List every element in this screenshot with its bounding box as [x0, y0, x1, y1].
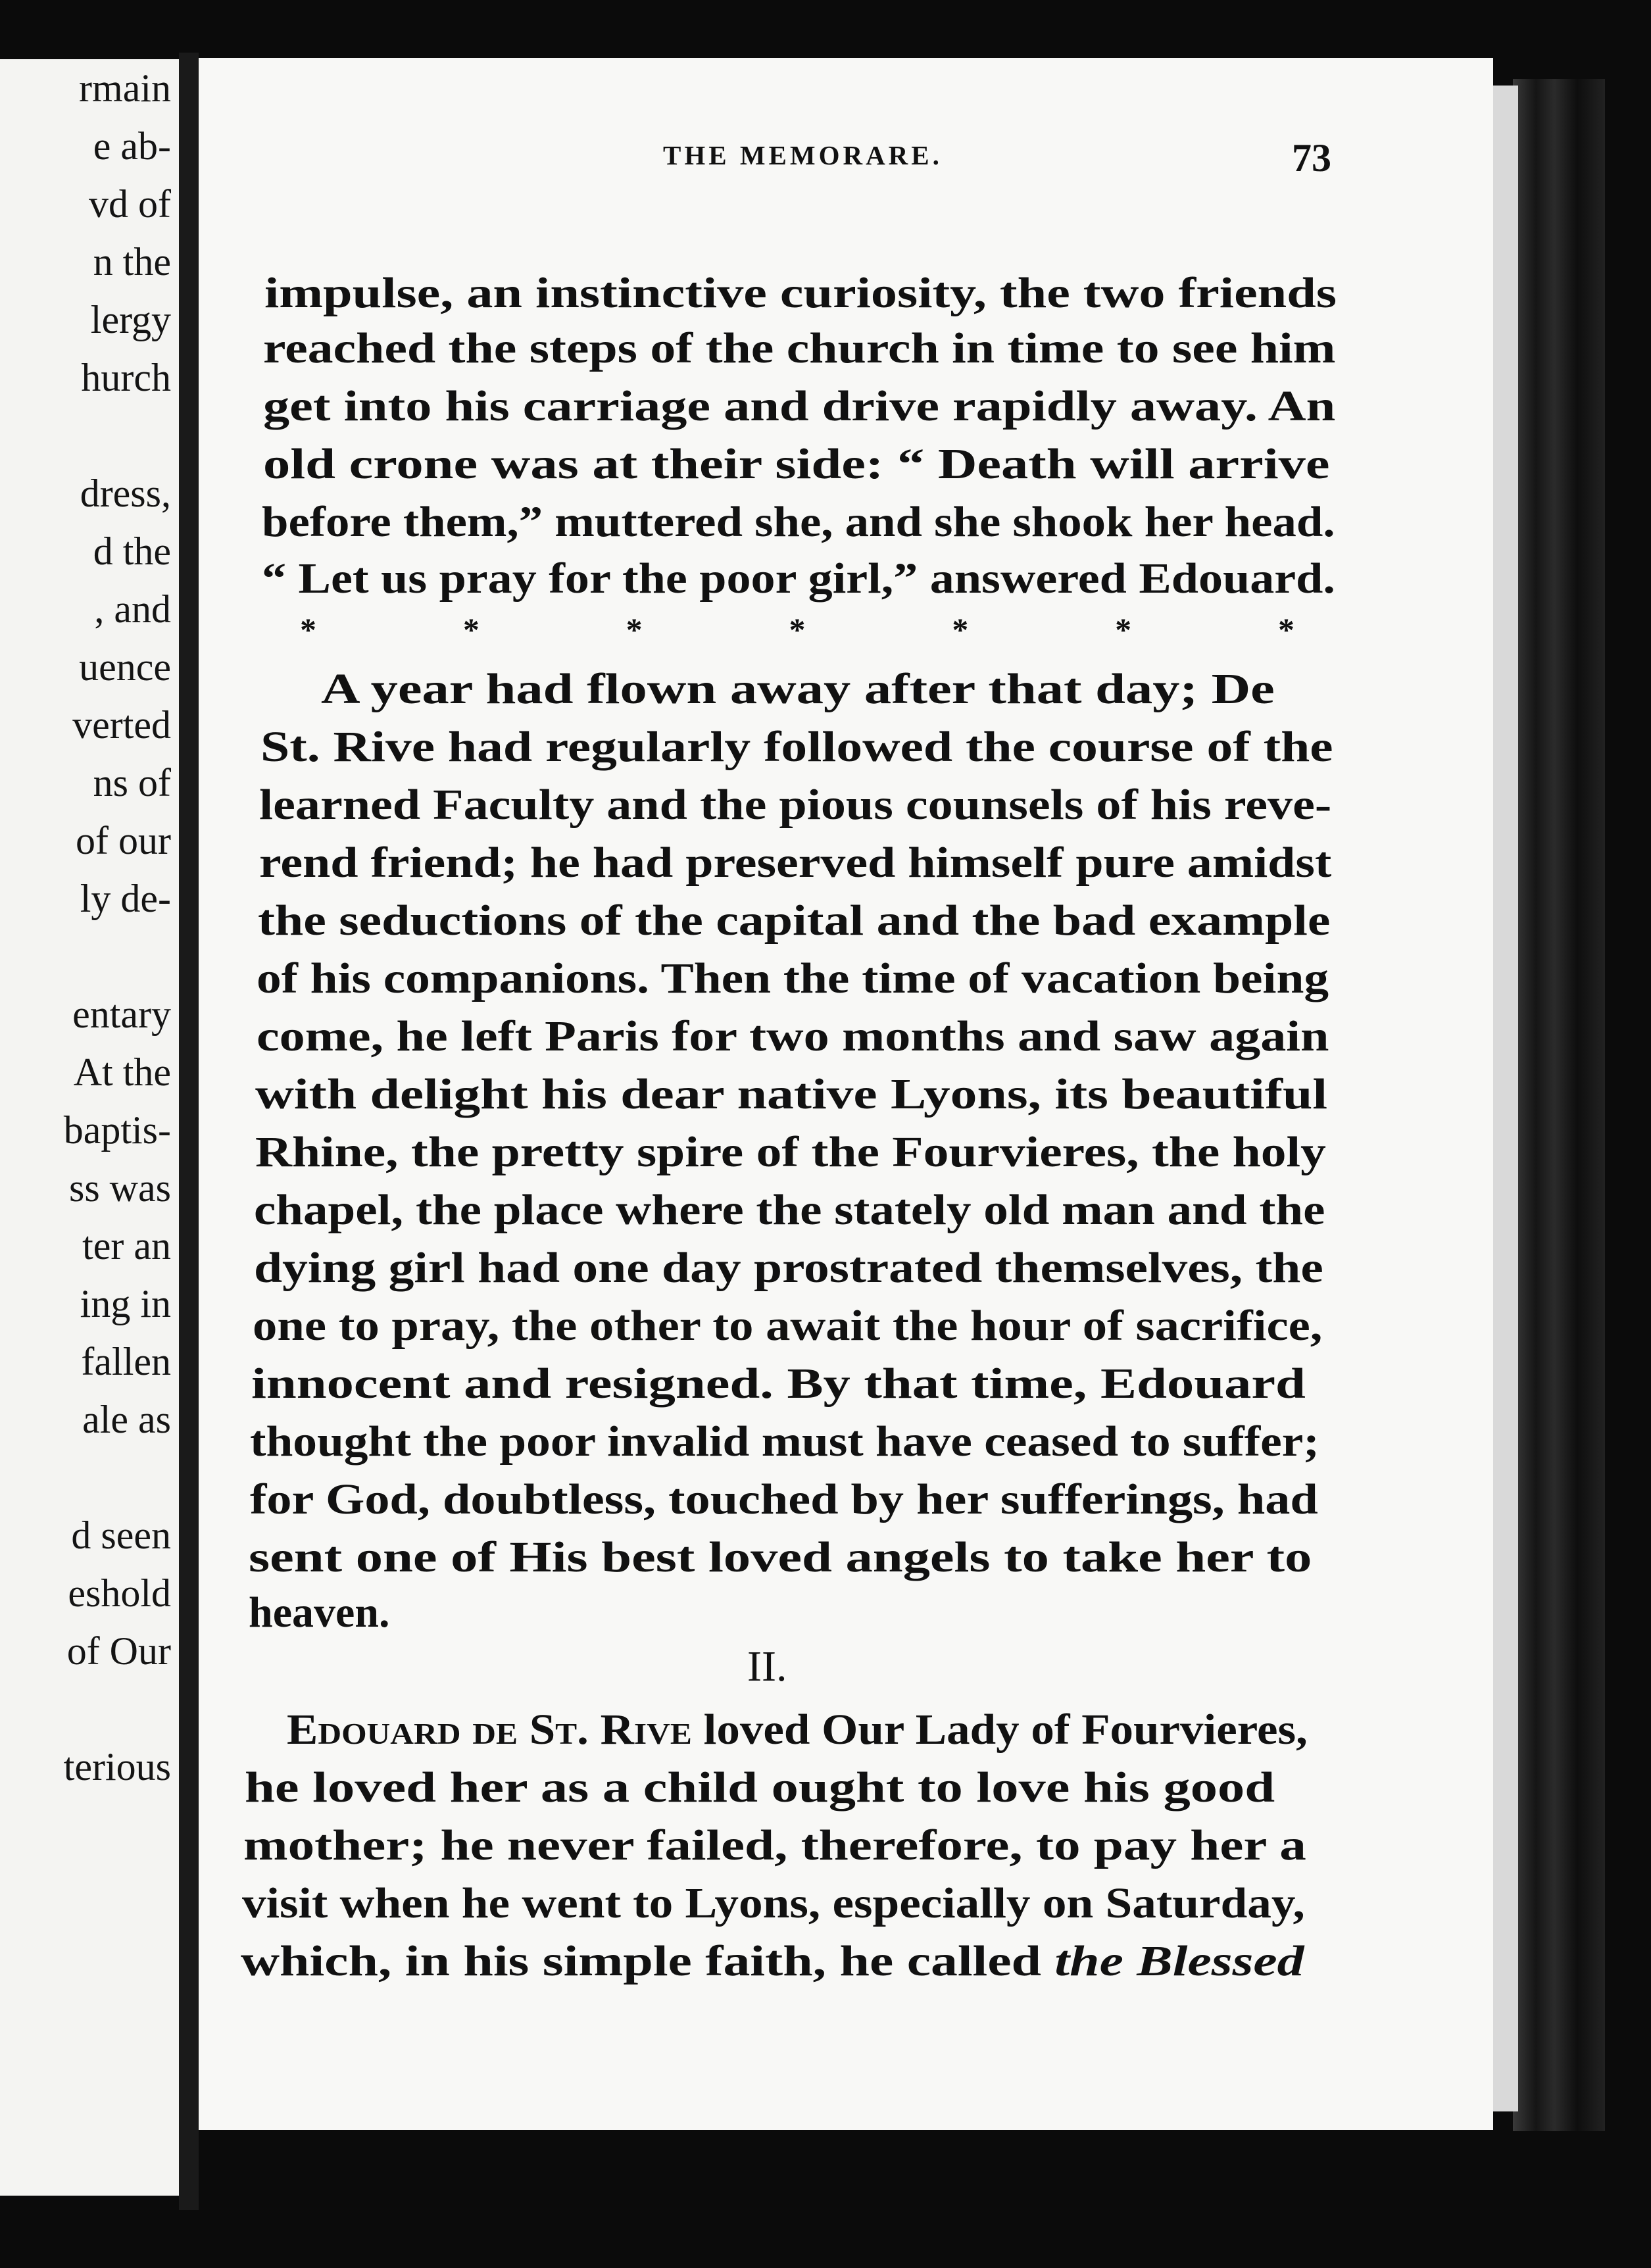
text-line: mother; he never failed, therefore, to pay her a	[243, 1821, 1306, 1869]
text-line: of his companions. Then the time of vacation being	[257, 954, 1329, 1002]
text-line: get into his carriage and drive rapidly away. An	[263, 382, 1336, 430]
asterisk: *	[789, 611, 806, 648]
text-line: reached the steps of the church in time to see him	[263, 324, 1336, 372]
text-line: heaven.	[249, 1589, 390, 1637]
text-line: he loved her as a child ought to love his good	[245, 1763, 1275, 1812]
italic-phrase: the Blessed	[1054, 1937, 1304, 1985]
text-line: old crone was at their side: “ Death will arrive	[263, 440, 1330, 488]
text-line: before them,” muttered she, and she shook her head.	[262, 498, 1335, 546]
text-line: St. Rive had regularly followed the course of the	[260, 723, 1333, 771]
asterisk: *	[300, 611, 316, 648]
book-edge	[1513, 79, 1605, 2131]
text-span: which, in his simple faith, he called	[241, 1937, 1055, 1985]
text-line: thought the poor invalid must have ceased to suffer;	[250, 1418, 1319, 1466]
asterism	[300, 610, 1294, 649]
text-line	[241, 1936, 1304, 1986]
text-line: Rhine, the pretty spire of the Fourvieres, the holy	[255, 1128, 1326, 1176]
text-line: sent one of His best loved angels to take her to	[249, 1533, 1312, 1581]
page-number: 73	[1292, 136, 1331, 180]
text-line: the seductions of the capital and the bad example	[258, 897, 1331, 945]
asterisk: *	[1277, 611, 1294, 648]
left-page-text: rmain e ab- vd of n the lergy hurch dress, d the , and uence verted ns of of our ly de- entary At the baptis- ss was ter an ing in fallen ale as d seen eshold of Our terious	[63, 66, 171, 1788]
text-line: dying girl had one day prostrated themselves, the	[254, 1244, 1323, 1292]
section-heading: II.	[747, 1642, 787, 1690]
gutter	[179, 53, 199, 2210]
text-line: impulse, an instinctive curiosity, the two friends	[264, 269, 1337, 317]
running-head: THE MEMORARE.	[663, 140, 943, 170]
asterisk: *	[626, 611, 643, 648]
text-span: loved Our Lady of Fourvieres,	[691, 1706, 1308, 1754]
left-page	[0, 59, 179, 2196]
text-line: with delight his dear native Lyons, its beautiful	[255, 1070, 1328, 1118]
text-line: one to pray, the other to await the hour of sacrifice,	[253, 1302, 1323, 1350]
text-line: learned Faculty and the pious counsels of his reve-	[259, 781, 1332, 829]
text-line: innocent and resigned. By that time, Edouard	[251, 1360, 1306, 1408]
text-line: “ Let us pray for the poor girl,” answered Edouard.	[262, 555, 1335, 603]
asterisk: *	[462, 611, 480, 648]
page-stack-edge	[1492, 86, 1518, 2111]
section-open-name: Edouard de St. Rive	[287, 1706, 692, 1754]
asterisk: *	[952, 611, 969, 648]
text-line: come, he left Paris for two months and saw again	[257, 1012, 1329, 1060]
text-line: chapel, the place where the stately old man and the	[254, 1186, 1325, 1234]
text-line: visit when he went to Lyons, especially on Saturday,	[242, 1879, 1305, 1927]
text-line: for God, doubtless, touched by her sufferings, had	[250, 1475, 1318, 1523]
text-line: rend friend; he had preserved himself pure amidst	[259, 839, 1332, 887]
text-line	[287, 1705, 1308, 1755]
text-line: A year had flown away after that day; De	[321, 665, 1275, 713]
asterisk: *	[1115, 611, 1132, 648]
